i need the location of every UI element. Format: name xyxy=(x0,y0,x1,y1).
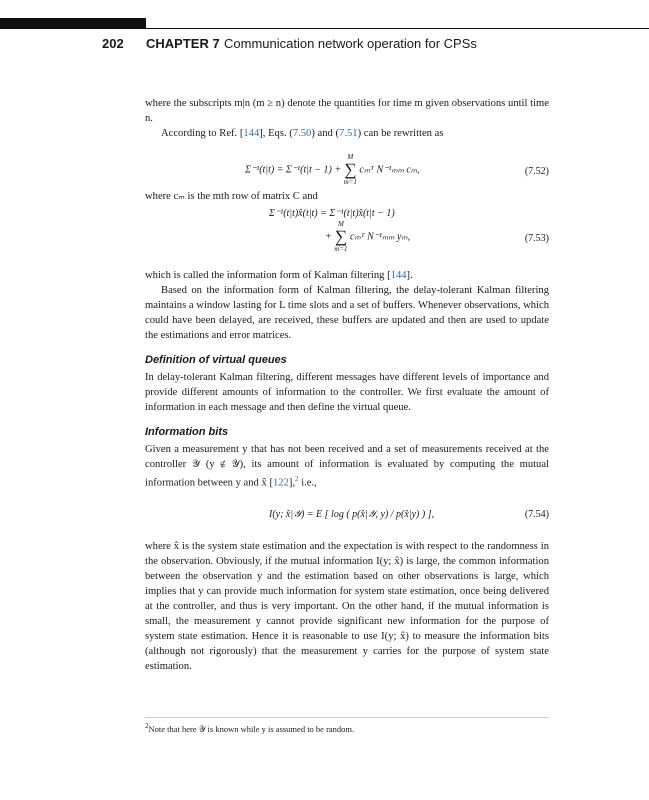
summation xyxy=(344,153,357,187)
citation-link[interactable]: 144 xyxy=(243,128,260,139)
equation-rhs: cₘᵀ N⁻¹ₘₘ cₘ, xyxy=(359,164,420,176)
equation-7-53 xyxy=(145,206,549,260)
paragraph: where the subscripts m|n (m ≥ n) denote the quantities for time m given observations until time n. xyxy=(145,98,549,124)
sum-lower: m=1 xyxy=(343,178,357,186)
paragraph xyxy=(145,126,549,141)
equation-link[interactable]: 7.50 xyxy=(292,128,312,139)
paragraph xyxy=(145,268,549,283)
paragraph: where x̂ is the system state estimation and the expectation is with respect to the randomness in the observation. Obviously, if the mutual information I(y; x̂) is large, the common information between the observation y and the estimation based on other observations is large, which implies that y can provide much information for system state estimation, once being delivered at the controller, and thus is very important. On the other hand, if the mutual information is small, the measurement y cannot provide significant new information for the purpose of system state estimation. Hence it is reasonable to use I(y; x̂) to measure the information bits (although not rigorously) that the measurement y carries for the purpose of system state estimation. xyxy=(145,540,549,672)
section-heading: Information bits xyxy=(145,426,229,438)
footnote-marker[interactable]: 2 xyxy=(295,475,299,483)
chapter-label: CHAPTER 7 xyxy=(146,36,220,51)
footnote-rule xyxy=(145,717,549,718)
sum-lower: m=1 xyxy=(334,245,348,253)
paragraph xyxy=(145,442,549,491)
equation-7-52 xyxy=(145,145,549,186)
text-run: ], Eqs. ( xyxy=(259,128,293,139)
text-run: Given a measurement y that has not been received and a set of measurements received at the controller 𝒴 (y ∉ 𝒴), its amount of information is evaluated by computing the mutual information between y and x̂ [ xyxy=(145,444,549,489)
sigma-symbol: ∑ xyxy=(334,227,347,246)
paragraph: where cₘ is the mth row of matrix C and xyxy=(145,191,318,202)
equation-number: (7.52) xyxy=(524,166,549,177)
text-run: ) can be rewritten as xyxy=(357,128,444,139)
section-heading: Definition of virtual queues xyxy=(145,354,287,366)
equation-number: (7.54) xyxy=(524,508,549,520)
equation-line1: Σ⁻¹(t|t)x̂(t|t) = Σ⁻¹(t|t)x̂(t|t − 1) xyxy=(269,208,395,219)
sum-upper: M xyxy=(347,153,354,161)
text-run: which is called the information form of Kalman filtering [ xyxy=(145,270,391,281)
text-run: ) and ( xyxy=(311,128,340,139)
page-number: 202 xyxy=(102,36,124,51)
equation-lhs: I(y; x̂|𝒴) = E xyxy=(269,508,323,520)
citation-link[interactable]: 122 xyxy=(272,477,289,489)
plus-sign: + xyxy=(325,231,332,243)
header-bar xyxy=(0,18,146,29)
footnote-number: 2 xyxy=(145,722,149,730)
paragraph: Based on the information form of Kalman filtering, the delay-tolerant Kalman filtering maintains a window lasting for L time slots and a set of buffers. Whenever observations, which could have been delayed, are received, these buffers are updated and then are used to update the estimations and error matrices. xyxy=(145,285,549,341)
equation-rhs: cₘᵀ N⁻¹ₘₘ yₘ, xyxy=(350,231,411,243)
footnote xyxy=(145,722,549,735)
citation-link[interactable]: 144 xyxy=(390,270,407,281)
sigma-symbol: ∑ xyxy=(344,160,357,179)
equation-7-54 xyxy=(145,497,549,533)
equation-body: [ log ( p(x̂|𝒴, y) / p(x̂|y) ) ], xyxy=(324,508,435,520)
footnote-text: Note that here 𝒴 is known while y is assumed to be random. xyxy=(148,723,355,734)
text-run: ], xyxy=(288,477,296,489)
equation-lhs: Σ⁻¹(t|t) = Σ⁻¹(t|t − 1) + xyxy=(245,164,342,176)
header-rule xyxy=(146,28,649,29)
text-run: i.e., xyxy=(298,477,317,489)
paragraph: In delay-tolerant Kalman filtering, different messages have different levels of importance and provide different amounts of information to the controller. We first evaluate the amount of information in each message and then define the virtual queue. xyxy=(145,372,549,413)
equation-number: (7.53) xyxy=(524,233,549,244)
page-body xyxy=(145,96,549,674)
text-run: According to Ref. [ xyxy=(161,128,244,139)
sum-upper: M xyxy=(337,220,344,228)
chapter-title: Communication network operation for CPSs xyxy=(224,36,477,51)
text-run: ]. xyxy=(406,270,413,281)
equation-link[interactable]: 7.51 xyxy=(339,128,358,139)
summation xyxy=(334,220,347,254)
